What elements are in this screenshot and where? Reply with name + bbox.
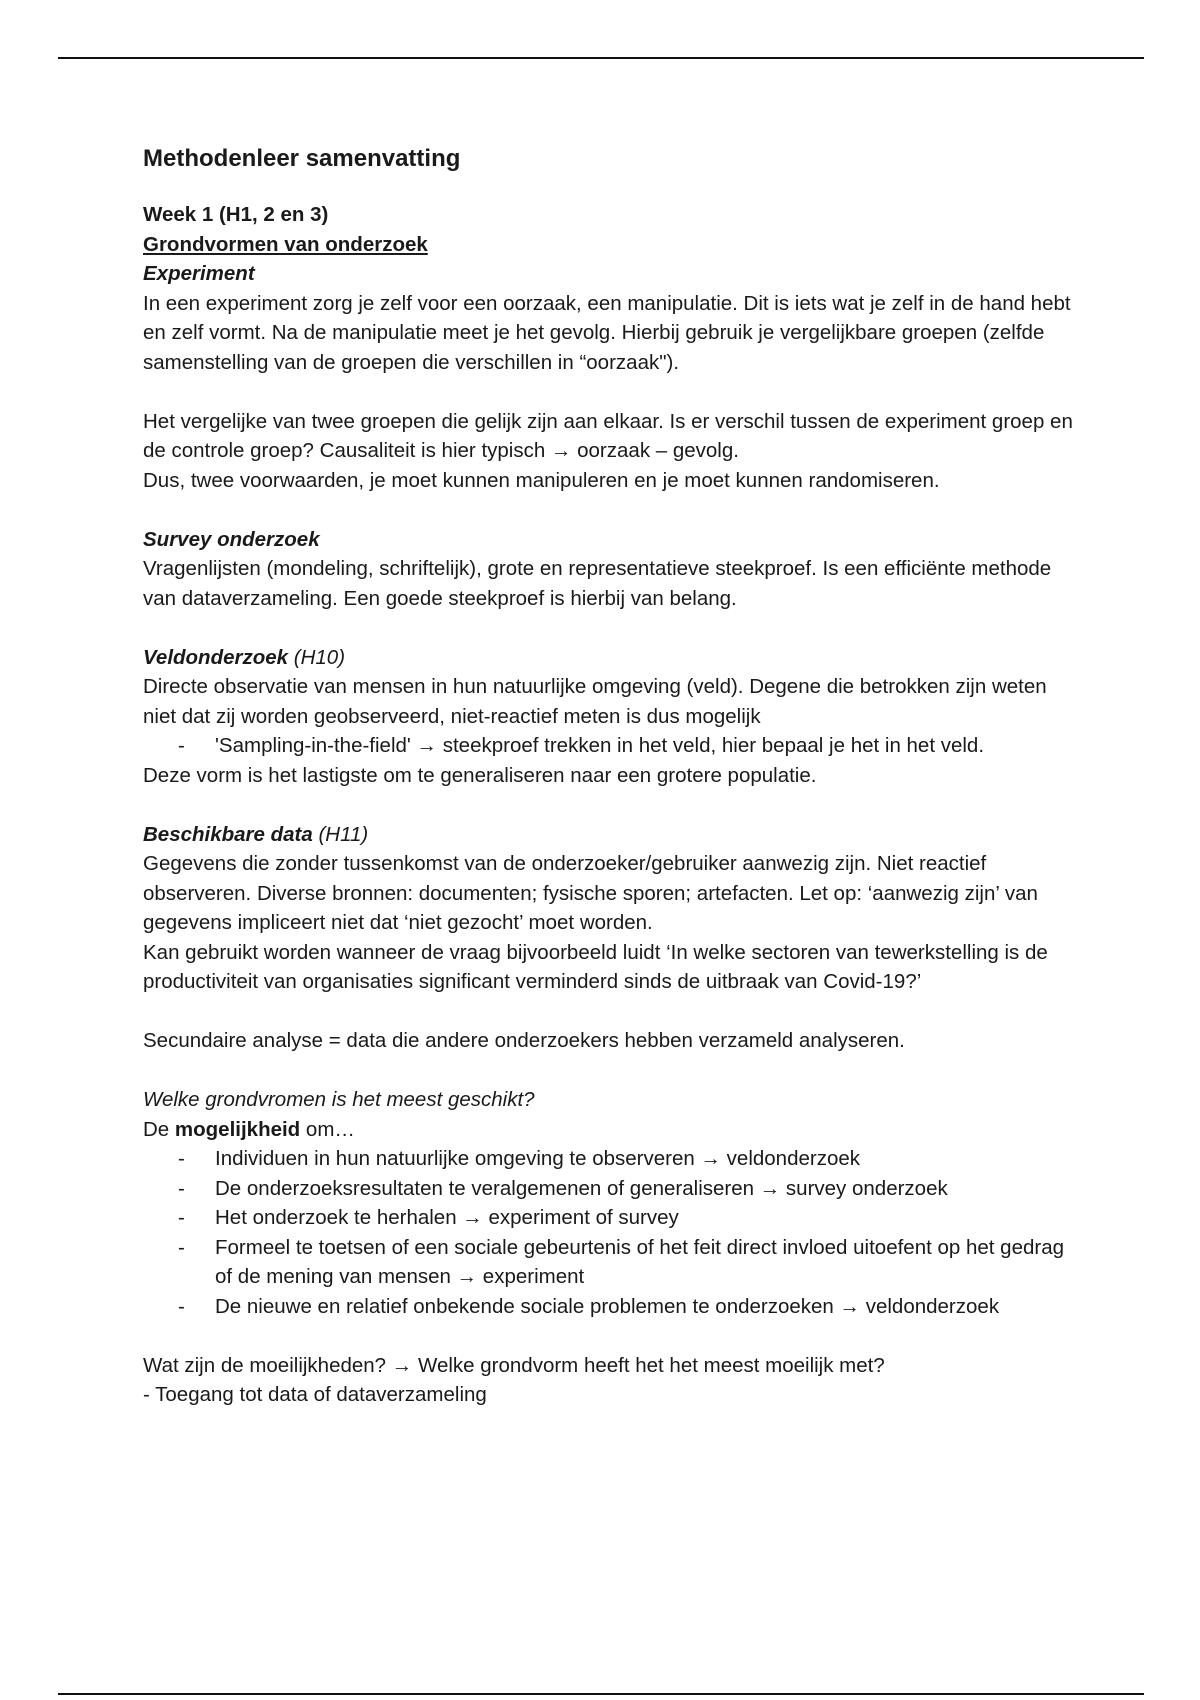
- section-heading: Grondvormen van onderzoek: [143, 232, 428, 256]
- veld-paragraph-2: Deze vorm is het lastigste om te generaliseren naar een grotere populatie.: [143, 763, 817, 787]
- experiment-heading: Experiment: [143, 262, 255, 285]
- veld-list: [143, 731, 1083, 761]
- secundaire-analyse: Secundaire analyse = data die andere onderzoekers hebben verzameld analyseren.: [143, 1029, 905, 1052]
- footer-rule: [58, 1693, 1144, 1695]
- beschikbaar-paragraph-1: Gegevens die zonder tussenkomst van de onderzoeker/gebruiker aanwezig zijn. Niet reactief observeren. Diverse bronnen: documenten; fysische sporen; artefacten. Let op: ‘aanwezig zijn’ van gegevens impliceert niet dat ‘niet gezocht’ moet worden.: [143, 852, 1038, 934]
- document-body: [143, 142, 1083, 1410]
- moeilijk-line: - Toegang tot data of dataverzameling: [143, 1383, 487, 1406]
- document-title: Methodenleer samenvatting: [143, 145, 461, 172]
- list-item: - 'Sampling-in-the-field' → steekproef trekken in het veld, hier bepaal je het in het veld.: [215, 731, 1083, 761]
- beschikbaar-heading: Beschikbare data: [143, 822, 313, 846]
- survey-paragraph: Vragenlijsten (mondeling, schriftelijk), grote en representatieve steekproef. Is een efficiënte methode van dataverzameling. Een goede steekproef is hierbij van belang.: [143, 557, 1052, 610]
- experiment-paragraph-2: Het vergelijke van twee groepen die gelijk zijn aan elkaar. Is er verschil tussen de experiment groep en de controle groep? Causaliteit is hier typisch → oorzaak – gevolg.: [143, 409, 1073, 462]
- header-rule: [58, 57, 1144, 59]
- veld-heading-line: [143, 643, 1083, 673]
- geschikt-question: Welke grondvromen is het meest geschikt?: [143, 1088, 535, 1111]
- geschikt-list: [143, 1144, 1083, 1321]
- list-item: - Formeel te toetsen of een sociale gebeurtenis of het feit direct invloed uitoefent op het gedrag of de mening van mensen → experiment: [215, 1233, 1083, 1292]
- veld-heading: Veldonderzoek: [143, 645, 289, 669]
- list-item: - Individuen in hun natuurlijke omgeving te observeren → veldonderzoek: [215, 1144, 1083, 1174]
- geschikt-lead: De mogelijkheid om…: [143, 1117, 355, 1141]
- veld-ref: (H10): [293, 645, 346, 669]
- list-item: - De nieuwe en relatief onbekende sociale problemen te onderzoeken → veldonderzoek: [215, 1292, 1083, 1322]
- list-item: - Het onderzoek te herhalen → experiment of survey: [215, 1203, 1083, 1233]
- beschikbaar-paragraph-2: Kan gebruikt worden wanneer de vraag bijvoorbeeld luidt ‘In welke sectoren van tewerkstelling is de productiviteit van organisaties significant verminderd sinds de uitbraak van Covid-19?’: [143, 940, 1048, 993]
- week-heading: Week 1 (H1, 2 en 3): [143, 203, 329, 226]
- beschikbaar-heading-line: [143, 820, 1083, 850]
- moeilijk-question: Wat zijn de moeilijkheden? → Welke grondvorm heeft het het meest moeilijk met?: [143, 1353, 885, 1377]
- beschikbaar-ref: (H11): [318, 822, 369, 846]
- experiment-paragraph-1: In een experiment zorg je zelf voor een oorzaak, een manipulatie. Dit is iets wat je zelf in de hand hebt en zelf vormt. Na de manipulatie meet je het gevolg. Hierbij gebruik je vergelijkbare groepen (zelfde samenstelling van de groepen die verschillen in “oorzaak").: [143, 291, 1071, 374]
- experiment-paragraph-3: Dus, twee voorwaarden, je moet kunnen manipuleren en je moet kunnen randomiseren.: [143, 468, 940, 492]
- veld-paragraph: Directe observatie van mensen in hun natuurlijke omgeving (veld). Degene die betrokken zijn weten niet dat zij worden geobserveerd, niet-reactief meten is dus mogelijk: [143, 675, 1047, 728]
- geschikt-lead-bold: mogelijkheid: [174, 1117, 301, 1141]
- list-item: - De onderzoeksresultaten te veralgemenen of generaliseren → survey onderzoek: [215, 1174, 1083, 1204]
- survey-heading: Survey onderzoek: [143, 527, 320, 551]
